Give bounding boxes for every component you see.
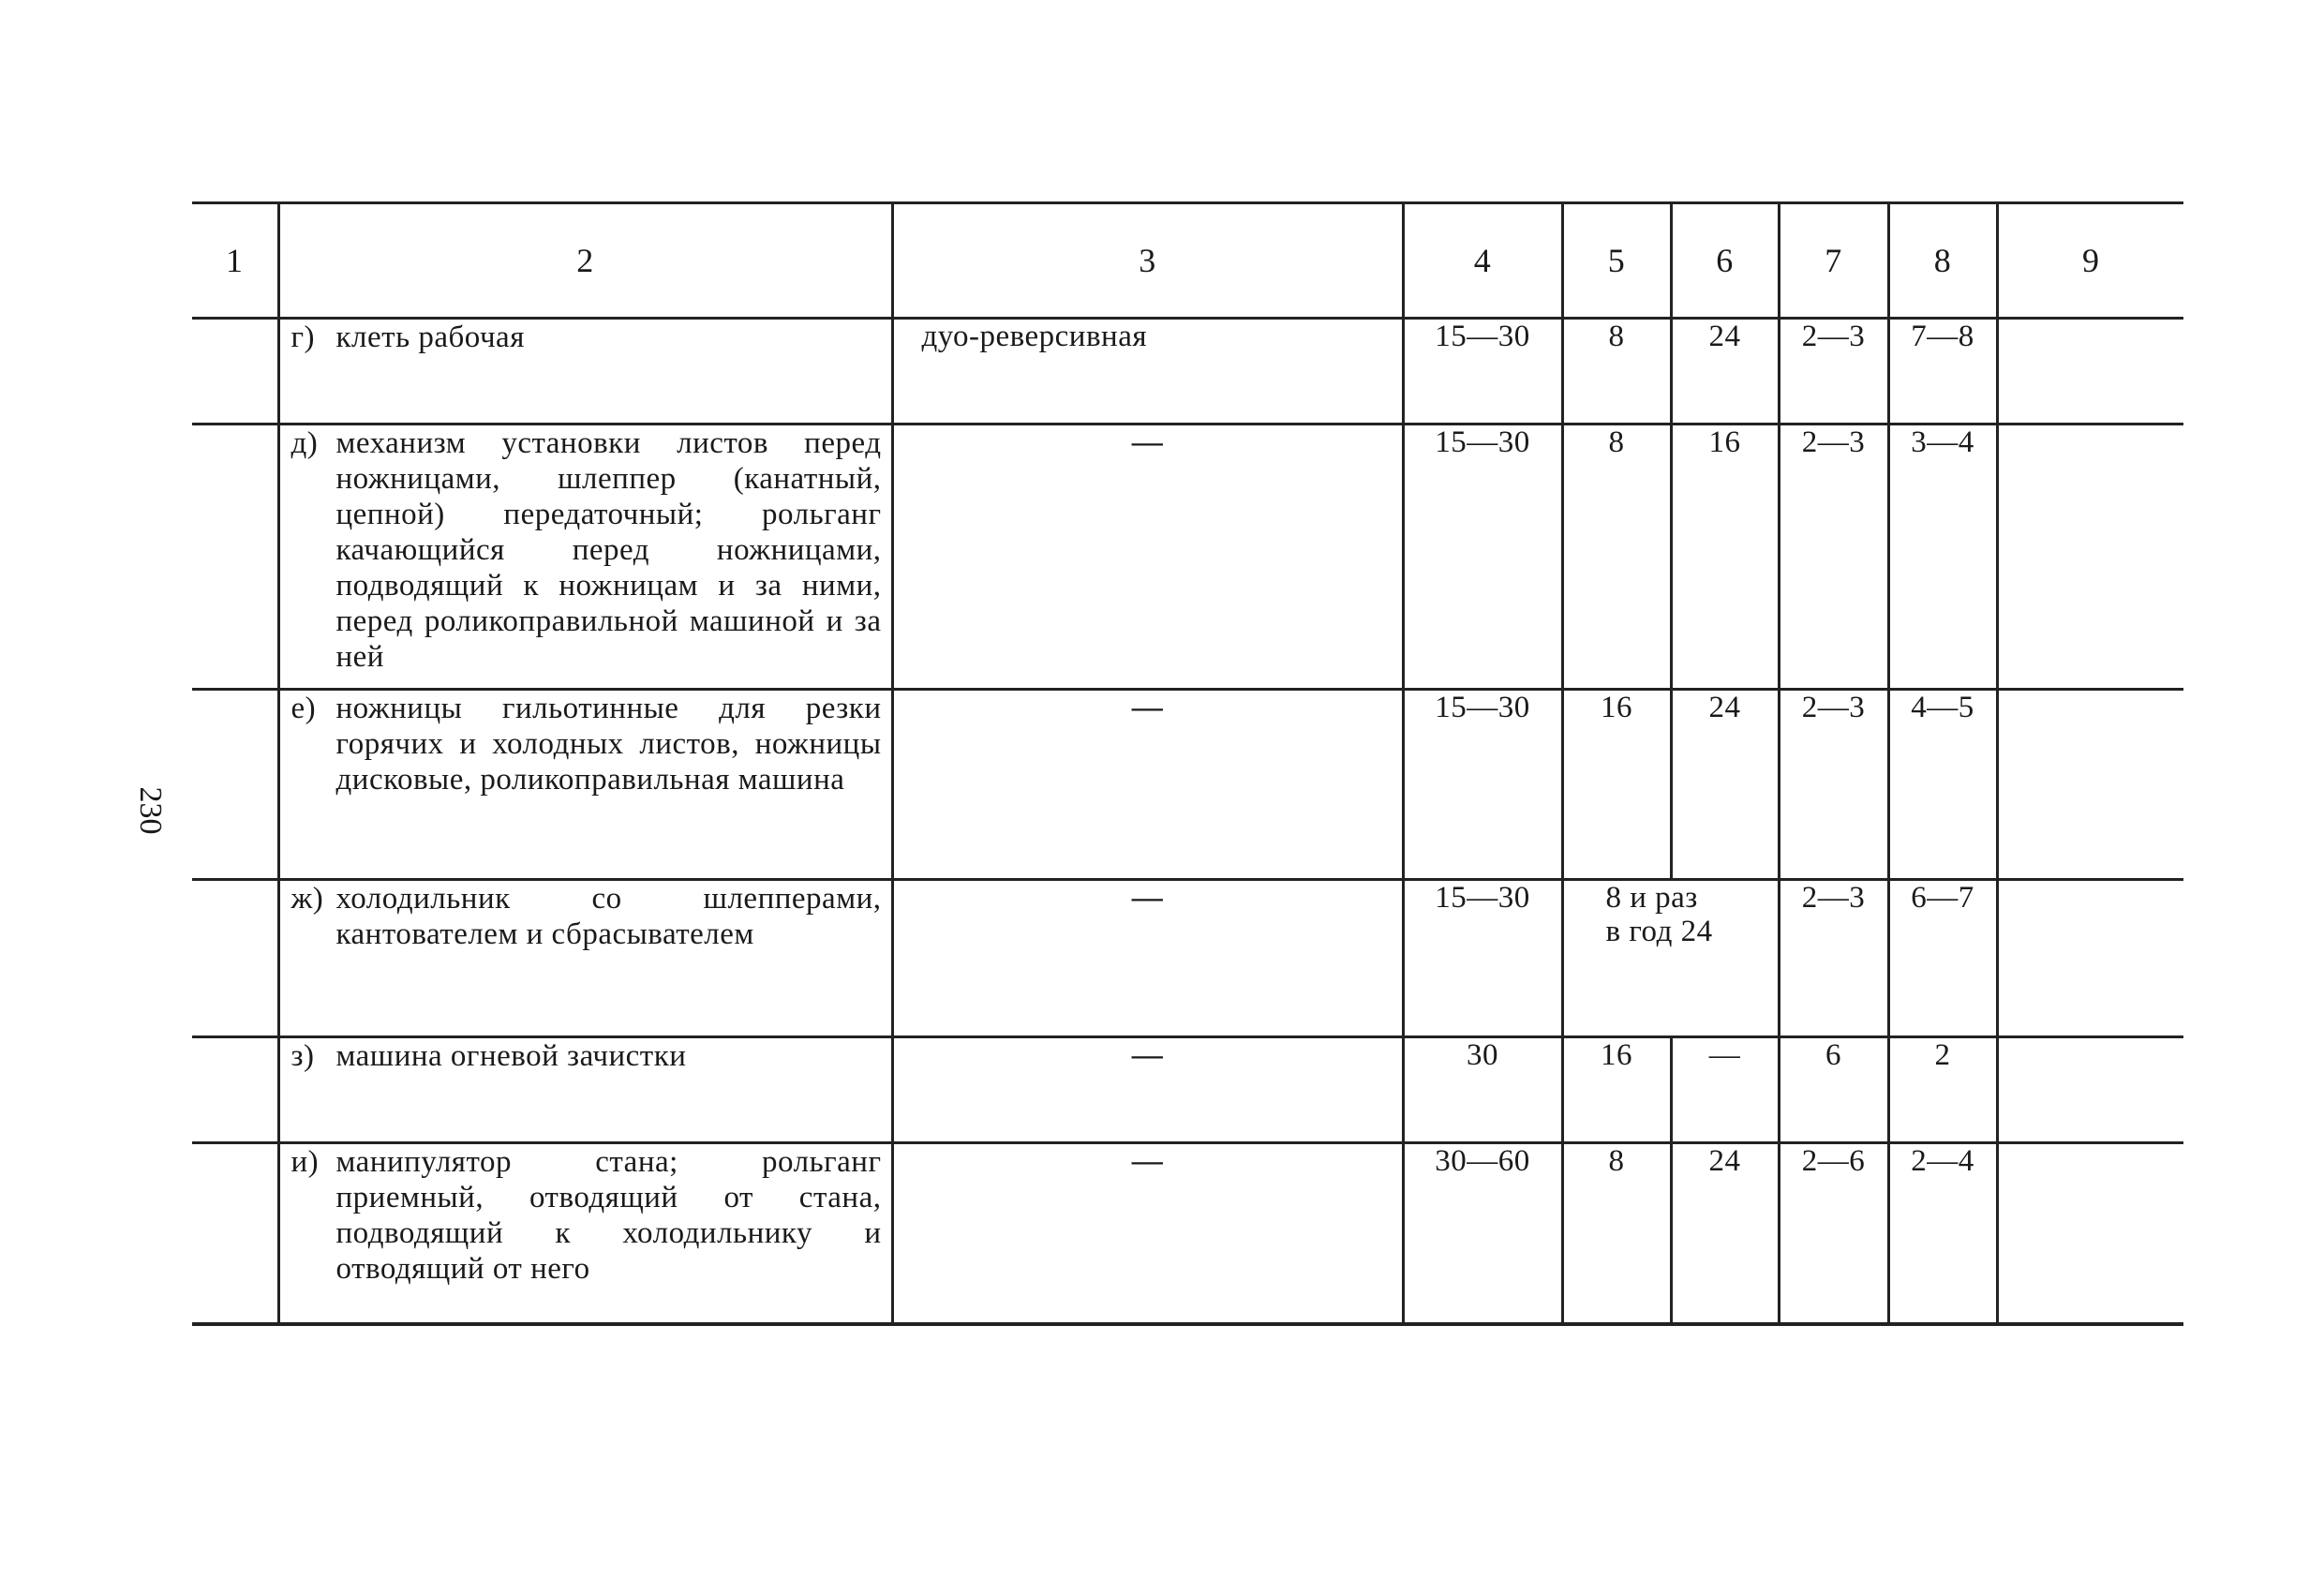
specification-table: [192, 201, 2183, 1326]
cell-col1: [192, 690, 278, 880]
cell-col7: 2—3: [1779, 319, 1888, 425]
cell-col8: 2: [1888, 1037, 1997, 1143]
header-row: [192, 203, 2183, 319]
cell-col8: 3—4: [1888, 425, 1997, 690]
cell-type: —: [892, 690, 1403, 880]
cell-col9: [1997, 880, 2183, 1037]
cell-col4: 15—30: [1403, 319, 1562, 425]
cell-col7: 2—3: [1779, 880, 1888, 1037]
cell-col8: 6—7: [1888, 880, 1997, 1037]
cell-col7: 2—3: [1779, 690, 1888, 880]
cell-col1: [192, 880, 278, 1037]
column-header-3: 3: [892, 203, 1403, 319]
item-text: машина огневой зачистки: [335, 1039, 687, 1073]
cell-col9: [1997, 690, 2183, 880]
table-row: [192, 690, 2183, 880]
cell-col5: 8: [1562, 1143, 1671, 1325]
item-marker: и): [290, 1145, 320, 1179]
cell-col6: 24: [1671, 319, 1779, 425]
cell-type: дуо-реверсивная: [892, 319, 1403, 425]
column-header-1: 1: [192, 203, 278, 319]
cell-col4: 30—60: [1403, 1143, 1562, 1325]
cell-col1: [192, 425, 278, 690]
cell-col7: 6: [1779, 1037, 1888, 1143]
cell-type: —: [892, 880, 1403, 1037]
item-marker: ж): [290, 882, 324, 916]
item-text: холодильник со шлепперами, кантователем и сбрасывателем: [335, 882, 882, 951]
page-number: 230: [133, 786, 168, 835]
item-marker: е): [290, 692, 317, 725]
column-header-8: 8: [1888, 203, 1997, 319]
cell-col8: 2—4: [1888, 1143, 1997, 1325]
cell-col6: 24: [1671, 1143, 1779, 1325]
cell-description: [278, 880, 892, 1037]
item-text: механизм установки листов перед ножницами, шлеппер (канатный, цепной) передаточный; рольганг качающийся перед ножницами, подводящий к ножницам и за ними, перед роликоправильной машиной и за ней: [335, 426, 882, 674]
cell-col6: 24: [1671, 690, 1779, 880]
column-header-4: 4: [1403, 203, 1562, 319]
table-row: [192, 319, 2183, 425]
table-row: [192, 1037, 2183, 1143]
cell-col1: [192, 1037, 278, 1143]
item-marker: г): [290, 320, 316, 354]
cell-col9: [1997, 1143, 2183, 1325]
cell-col6: —: [1671, 1037, 1779, 1143]
column-header-5: 5: [1562, 203, 1671, 319]
cell-col9: [1997, 1037, 2183, 1143]
cell-col4: 30: [1403, 1037, 1562, 1143]
cell-col5: 8: [1562, 425, 1671, 690]
item-marker: з): [290, 1039, 315, 1073]
cell-description: [278, 1143, 892, 1325]
item-text: манипулятор стана; рольганг приемный, отводящий от стана, подводящий к холодильнику и отводящий от него: [335, 1145, 882, 1286]
column-header-7: 7: [1779, 203, 1888, 319]
cell-type: —: [892, 1143, 1403, 1325]
cell-description: [278, 425, 892, 690]
column-header-2: 2: [278, 203, 892, 319]
cell-col5: 8: [1562, 319, 1671, 425]
item-marker: д): [290, 426, 319, 460]
cell-description: [278, 319, 892, 425]
cell-col7: 2—6: [1779, 1143, 1888, 1325]
cell-col6: 16: [1671, 425, 1779, 690]
column-header-6: 6: [1671, 203, 1779, 319]
cell-col8: 7—8: [1888, 319, 1997, 425]
cell-col4: 15—30: [1403, 690, 1562, 880]
cell-col4: 15—30: [1403, 425, 1562, 690]
cell-description: [278, 690, 892, 880]
table-row: [192, 880, 2183, 1037]
cell-type: —: [892, 425, 1403, 690]
cell-type: —: [892, 1037, 1403, 1143]
cell-col5-6-merged: [1562, 880, 1779, 1037]
cell-col5: 16: [1562, 690, 1671, 880]
item-text: клеть рабочая: [335, 320, 525, 354]
cell-col9: [1997, 425, 2183, 690]
cell-col4: 15—30: [1403, 880, 1562, 1037]
table-row: [192, 1143, 2183, 1325]
cell-col1: [192, 1143, 278, 1325]
table-row: [192, 425, 2183, 690]
cell-col8: 4—5: [1888, 690, 1997, 880]
cell-col9: [1997, 319, 2183, 425]
cell-col7: 2—3: [1779, 425, 1888, 690]
cell-col5: 16: [1562, 1037, 1671, 1143]
cell-col1: [192, 319, 278, 425]
merged-line-2: в год 24: [1605, 915, 1713, 948]
cell-description: [278, 1037, 892, 1143]
column-header-9: 9: [1997, 203, 2183, 319]
merged-line-1: 8 и раз: [1605, 881, 1698, 915]
item-text: ножницы гильотинные для резки горячих и холодных листов, ножницы дисковые, роликоправильная машина: [335, 692, 882, 797]
